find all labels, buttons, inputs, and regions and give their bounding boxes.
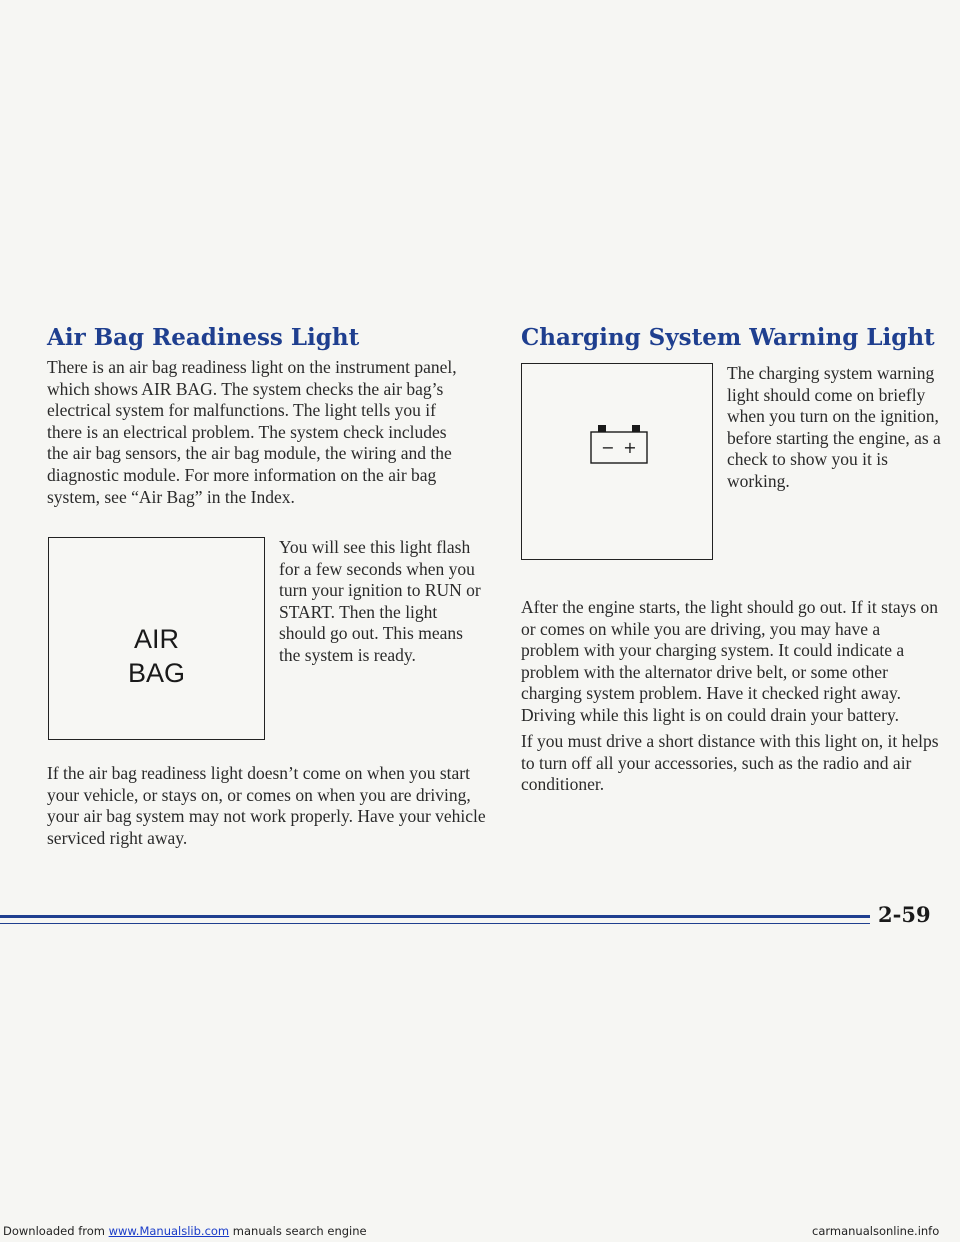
air-bag-side-paragraph: You will see this light flash for a few seconds when you turn your ignition to RUN or START. Then the light should go out. This means the system is ready.	[279, 537, 481, 665]
battery-minus-sign: −	[601, 438, 615, 457]
download-footer	[3, 1224, 367, 1238]
air-bag-icon-line1: AIR	[133, 624, 179, 654]
air-bag-intro-paragraph: There is an air bag readiness light on the instrument panel, which shows AIR BAG. The system checks the air bag’s electrical system for malfunctions. The light tells you if there is an electrical problem. The system check includes the air bag sensors, the air bag module, the wiring and the diagnostic module. For more information on the air bag system, see “Air Bag” in the Index.	[47, 357, 457, 507]
battery-icon	[574, 425, 664, 489]
page-number: 2-59	[878, 902, 931, 927]
battery-body	[591, 432, 647, 463]
air-bag-readiness-heading: Air Bag Readiness Light	[47, 324, 360, 351]
battery-plus-sign: +	[623, 438, 637, 457]
charging-paragraph-2: If you must drive a short distance with this light on, it helps to turn off all your accessories, such as the radio and air conditioner.	[521, 731, 939, 795]
footer-prefix: Downloaded from	[3, 1224, 109, 1238]
air-bag-icon-line2: BAG	[127, 658, 186, 688]
charging-side-paragraph: The charging system warning light should come on briefly when you turn on the ignition, before starting the engine, as a check to show you it is working.	[727, 363, 941, 491]
footer-suffix: manuals search engine	[229, 1224, 367, 1238]
air-bag-closing-paragraph: If the air bag readiness light doesn’t come on when you start your vehicle, or stays on, or comes on when you are driving, your air bag system may not work properly. Have your vehicle serviced right away.	[47, 763, 486, 848]
manualslib-link[interactable]: www.Manualslib.com	[108, 1224, 230, 1238]
footer-rule-thin	[0, 923, 870, 924]
site-watermark: carmanualsonline.info	[812, 1224, 940, 1238]
charging-paragraph-1: After the engine starts, the light should go out. If it stays on or comes on while you are driving, you may have a problem with your charging system. It could indicate a problem with the alternator drive belt, or some other charging system problem. Have it checked right away. Driving while this light is on could drain your battery.	[521, 597, 939, 725]
footer-rule-thick	[0, 915, 870, 918]
charging-system-heading: Charging System Warning Light	[521, 324, 935, 351]
battery-terminal-positive	[632, 425, 640, 432]
charging-system-light-icon	[521, 363, 713, 560]
air-bag-icon-label	[49, 622, 264, 690]
battery-terminal-negative	[598, 425, 606, 432]
air-bag-readiness-light-icon	[48, 537, 265, 740]
